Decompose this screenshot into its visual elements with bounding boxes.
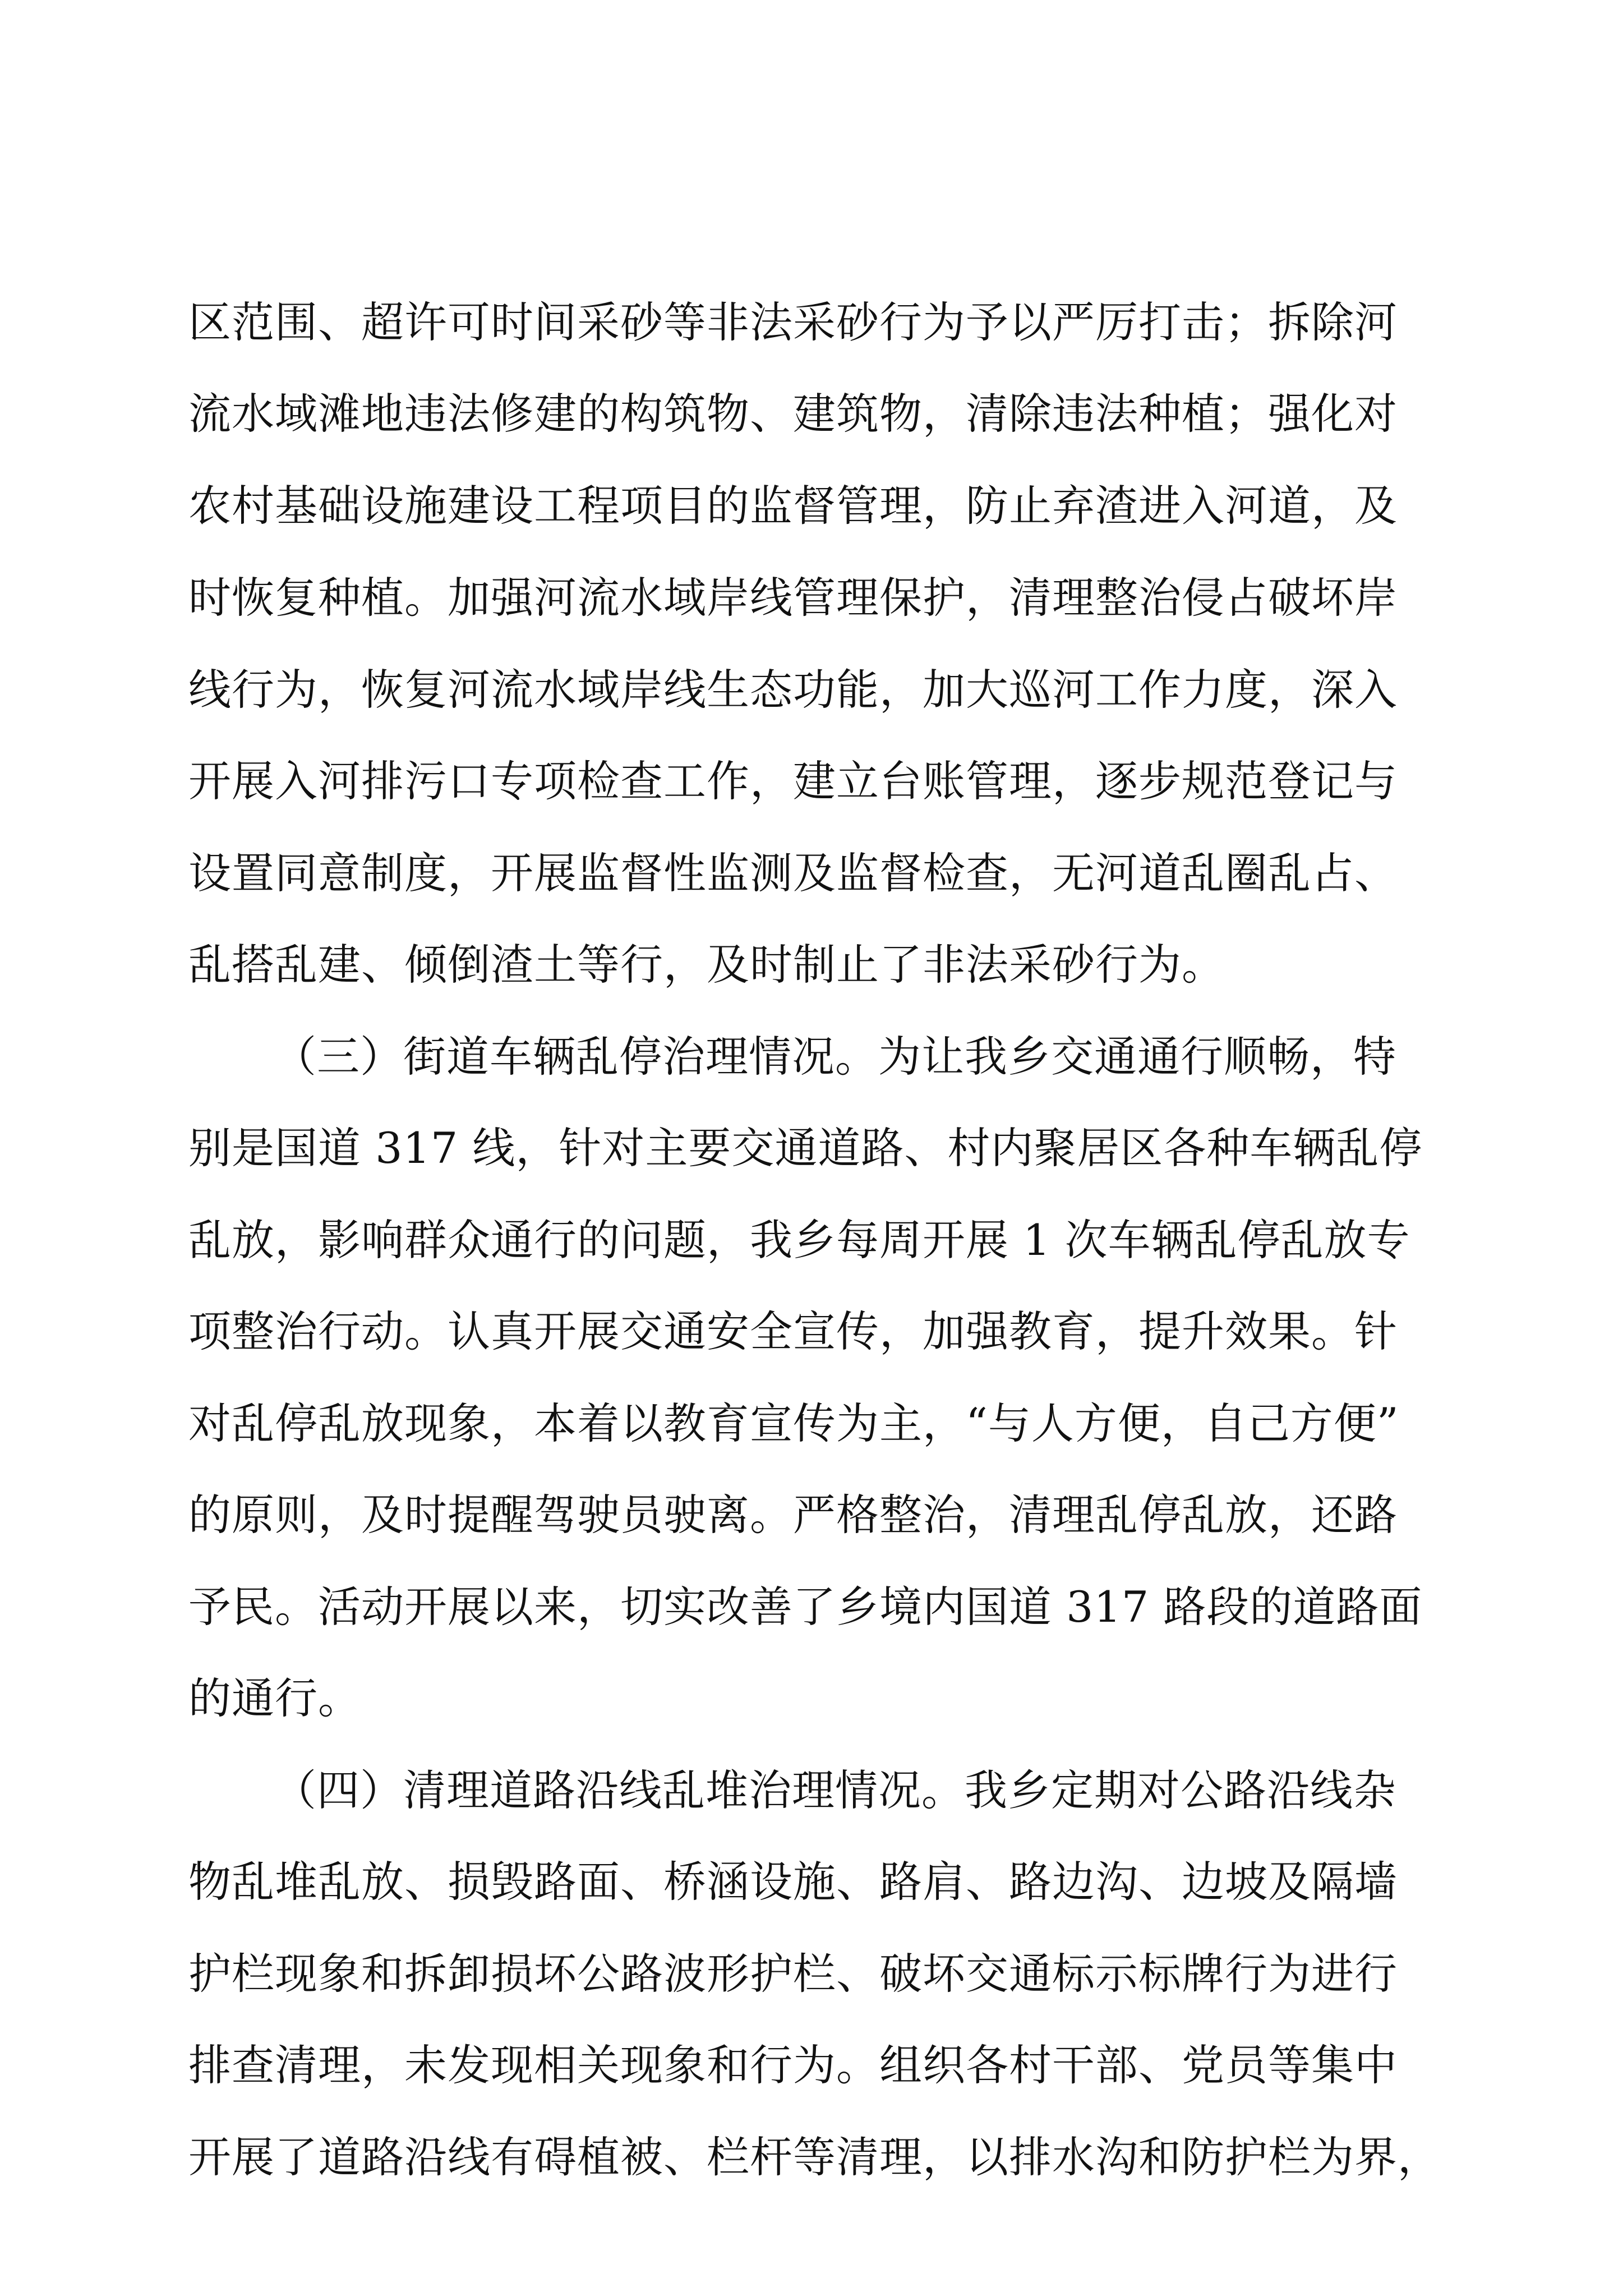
- text-line: 护栏现象和拆卸损坏公路波形护栏、破坏交通标示标牌行为进行: [188, 1949, 1398, 1999]
- section-heading-line: （四）清理道路沿线乱堆治理情况。我乡定期对公路沿线杂: [274, 1765, 1396, 1815]
- text-line: 的原则，及时提醒驾驶员驶离。严格整治，清理乱停乱放，还路: [188, 1490, 1398, 1540]
- text-line: 乱放，影响群众通行的问题，我乡每周开展 1 次车辆乱停乱放专: [188, 1215, 1410, 1265]
- text-line: 的通行。: [188, 1673, 361, 1723]
- text-line: 开展入河排污口专项检查工作，建立台账管理，逐步规范登记与: [188, 756, 1398, 806]
- section-heading-line: （三）街道车辆乱停治理情况。为让我乡交通通行顺畅，特: [274, 1032, 1396, 1082]
- text-line: 流水域滩地违法修建的构筑物、建筑物，清除违法种植；强化对: [188, 389, 1398, 439]
- text-line: 别是国道 317 线，针对主要交通道路、村内聚居区各种车辆乱停: [188, 1123, 1423, 1173]
- text-line: 项整治行动。认真开展交通安全宣传，加强教育，提升效果。针: [188, 1306, 1398, 1356]
- text-line: 设置同意制度，开展监督性监测及监督检查，无河道乱圈乱占、: [188, 848, 1398, 898]
- text-line: 区范围、超许可时间采砂等非法采砂行为予以严厉打击；拆除河: [188, 297, 1398, 347]
- text-line: 物乱堆乱放、损毁路面、桥涵设施、路肩、路边沟、边坡及隔墙: [188, 1857, 1398, 1907]
- text-line: 农村基础设施建设工程项目的监督管理，防止弃渣进入河道，及: [188, 481, 1398, 531]
- text-line: 时恢复种植。加强河流水域岸线管理保护，清理整治侵占破坏岸: [188, 573, 1398, 623]
- text-line: 排查清理，未发现相关现象和行为。组织各村干部、党员等集中: [188, 2040, 1398, 2090]
- text-line: 对乱停乱放现象，本着以教育宣传为主，“与人方便，自己方便”: [188, 1398, 1399, 1448]
- text-line: 乱搭乱建、倾倒渣土等行，及时制止了非法采砂行为。: [188, 940, 1225, 990]
- text-line: 予民。活动开展以来，切实改善了乡境内国道 317 路段的道路面: [188, 1582, 1423, 1632]
- text-line: 开展了道路沿线有碍植被、栏杆等清理，以排水沟和防护栏为界，: [188, 2132, 1441, 2182]
- text-line: 线行为，恢复河流水域岸线生态功能，加大巡河工作力度，深入: [188, 665, 1398, 715]
